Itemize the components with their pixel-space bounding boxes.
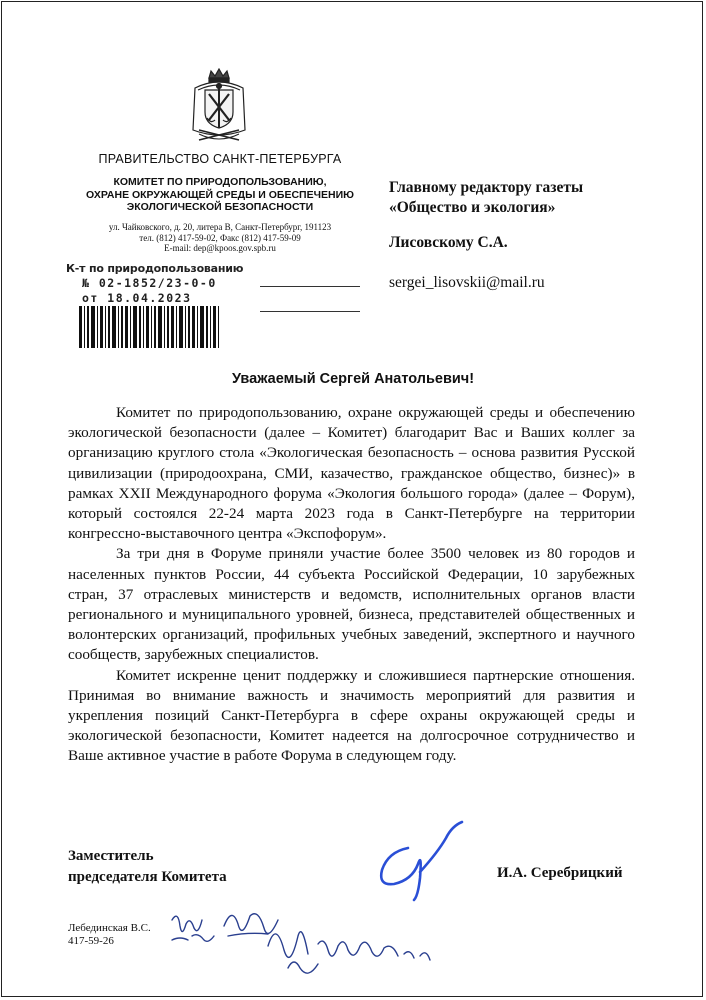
body-paragraph: Комитет по природопользованию, охране окружающей среды и обеспечению экологической безопасности (далее – Комитет) благодарит Вас и Ваших коллег за организацию круглого стола «Экологическая безопасность – основа развития Русской цивилизации (природоохрана, СМИ, казачество, гражданское общество, бизнес)» в рамках XXII Международного форума «Экология большого города» (далее – Форум), который состоялся 22-24 марта 2023 года в Санкт-Петербурге на территории конгрессно-выставочного центра «Экспофорум».	[68, 404, 635, 543]
committee-line: ЭКОЛОГИЧЕСКОЙ БЕЗОПАСНОСТИ	[126, 201, 314, 213]
executor-phone: 417-59-26	[68, 935, 114, 947]
committee-line: КОМИТЕТ ПО ПРИРОДОПОЛЬЗОВАНИЮ,	[113, 176, 327, 188]
committee-address	[64, 222, 376, 254]
body-paragraph: За три дня в Форуме приняли участие более 3500 человек из 80 городов и населенных пунктов России, 44 субъекта Российской Федерации, 10 зарубежных стран, 37 отраслевых министерств и ведомств, исполнительных органов власти регионального и муниципального уровней, бизнеса, представителей общественных и волонтерских организаций, профильных учебных заведений, экспертного и научного сообществ, зарубежных специалистов.	[68, 545, 635, 664]
address-line: тел. (812) 417-59-02, Факс (812) 417-59-09	[139, 232, 301, 243]
committee-line: ОХРАНЕ ОКРУЖАЮЩЕЙ СРЕДЫ И ОБЕСПЕЧЕНИЮ	[86, 188, 354, 201]
registration-stamp	[66, 261, 243, 306]
approval-visas-icon	[168, 906, 438, 986]
signer-position-line: председателя Комитета	[68, 868, 227, 885]
recipient-email: sergei_lisovskii@mail.ru	[389, 274, 545, 291]
body-paragraph: Комитет искренне ценит поддержку и сложившиеся партнерские отношения. Принимая во внимание важность и значимость мероприятий для развития и укрепления позиций Санкт-Петербурга в сфере охраны окружающей среды и экологической безопасности, Комитет надеется на долгосрочное сотрудничество и Ваше активное участие в работе Форума в следующем году.	[68, 666, 635, 765]
stamp-date: от 18.04.2023	[82, 291, 192, 305]
executor-block	[68, 922, 151, 948]
recipient-name: Лисовскому С.А.	[389, 234, 508, 251]
recipient-block	[389, 178, 689, 217]
address-line: E-mail: dep@kpoos.gov.spb.ru	[164, 243, 276, 253]
recipient-newspaper: «Общество и экология»	[389, 198, 556, 216]
handwritten-signature-icon	[368, 818, 478, 902]
government-name: ПРАВИТЕЛЬСТВО САНКТ-ПЕТЕРБУРГА	[98, 152, 342, 166]
address-line: ул. Чайковского, д. 20, литера В, Санкт-Петербург, 191123	[108, 222, 332, 232]
salutation: Уважаемый Сергей Анатольевич!	[231, 371, 475, 387]
signer-position-line: Заместитель	[68, 848, 154, 864]
committee-name	[64, 176, 376, 214]
recipient-title-line: Главному редактору газеты	[389, 179, 584, 196]
signer-position	[68, 846, 227, 887]
executor-name: Лебединская В.С.	[68, 922, 151, 934]
number-blank-line	[260, 311, 360, 312]
barcode-icon	[79, 306, 219, 348]
date-blank-line	[260, 286, 360, 287]
stamp-department: К-т по природопользованию	[66, 262, 244, 275]
signer-name: И.А. Серебрицкий	[497, 865, 623, 881]
coat-of-arms-icon	[189, 68, 249, 146]
stamp-number: № 02-1852/23-0-0	[82, 276, 217, 290]
letter-body	[68, 403, 635, 767]
